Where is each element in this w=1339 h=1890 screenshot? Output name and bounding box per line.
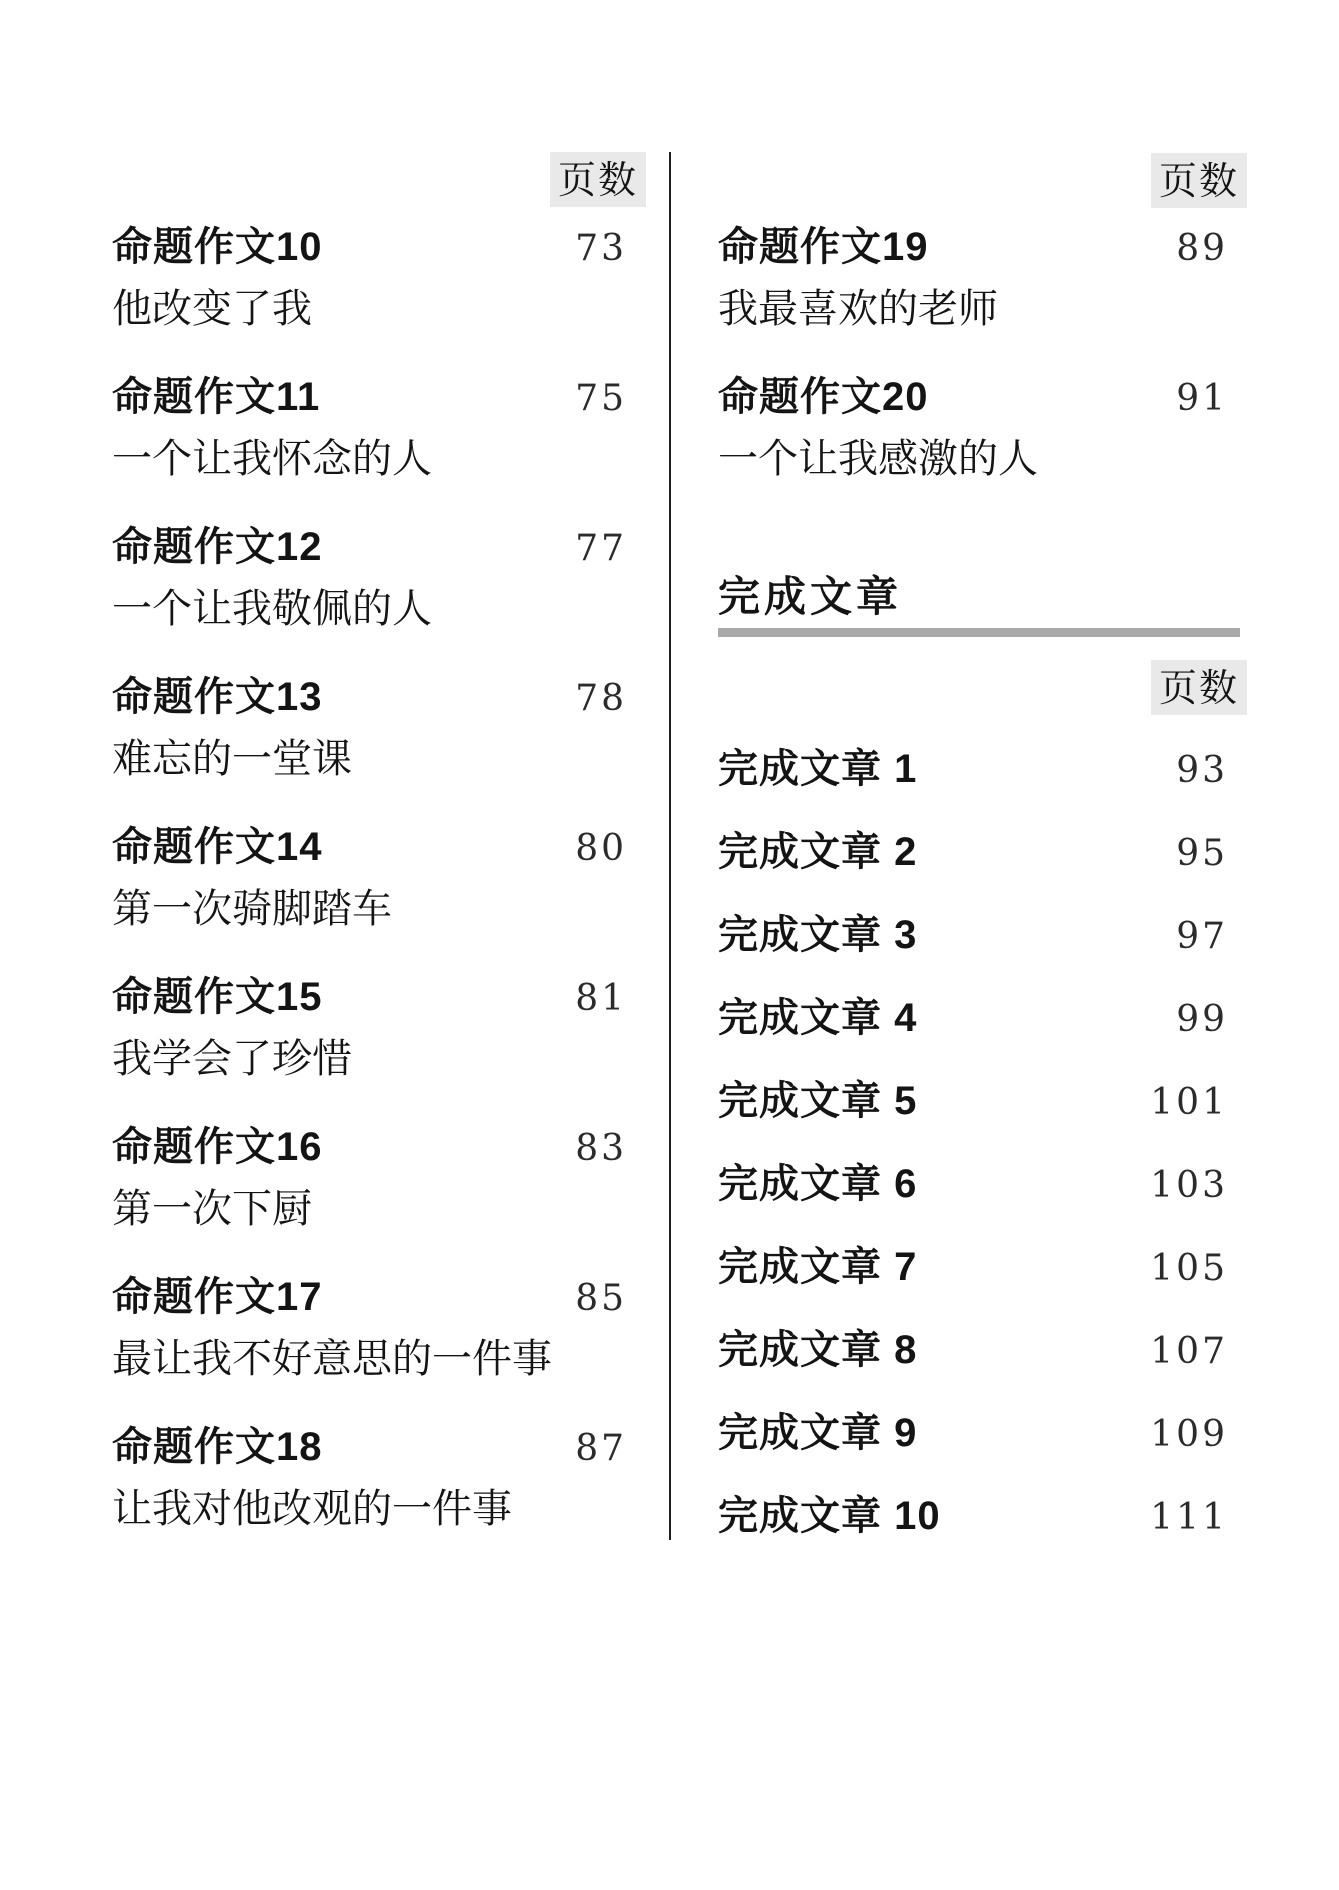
toc-entry	[112, 524, 627, 570]
section-heading-rule	[718, 628, 1240, 637]
entry-title: 命题作文18	[112, 1425, 323, 1469]
entry-page-number: 103	[1150, 1165, 1228, 1206]
toc-entry	[112, 1124, 627, 1170]
toc-entry	[112, 1424, 627, 1470]
entry-page-number: 89	[1176, 228, 1228, 269]
entry-subtitle: 一个让我怀念的人	[112, 436, 432, 482]
entry-page-number: 109	[1150, 1414, 1228, 1455]
entry-subtitle: 难忘的一堂课	[112, 736, 352, 782]
entry-title: 命题作文20	[718, 375, 929, 419]
toc-entry	[718, 746, 1228, 792]
toc-entry	[718, 1493, 1228, 1539]
entry-subtitle: 第一次骑脚踏车	[112, 886, 392, 932]
entry-title: 命题作文17	[112, 1275, 323, 1319]
entry-title: 完成文章 3	[718, 913, 918, 957]
entry-subtitle: 一个让我感激的人	[718, 436, 1038, 482]
entry-title: 命题作文14	[112, 825, 323, 869]
entry-title: 命题作文13	[112, 675, 323, 719]
entry-page-number: 111	[1150, 1497, 1228, 1538]
entry-title: 完成文章 8	[718, 1328, 918, 1372]
entry-page-number: 97	[1176, 916, 1228, 957]
page-number-header-right: 页数	[1151, 153, 1247, 208]
toc-entry	[718, 912, 1228, 958]
entry-subtitle: 我最喜欢的老师	[718, 286, 998, 332]
entry-title: 完成文章 9	[718, 1411, 918, 1455]
entry-subtitle: 一个让我敬佩的人	[112, 586, 432, 632]
toc-entry	[718, 224, 1228, 270]
entry-title: 完成文章 4	[718, 996, 918, 1040]
toc-entry	[718, 1244, 1228, 1290]
toc-entry	[112, 674, 627, 720]
entry-page-number: 78	[575, 678, 627, 719]
toc-entry	[718, 1410, 1228, 1456]
entry-title: 命题作文19	[718, 225, 929, 269]
section-heading: 完成文章	[718, 572, 903, 621]
toc-entry	[718, 995, 1228, 1041]
entry-page-number: 75	[575, 378, 627, 419]
entry-title: 完成文章 1	[718, 747, 918, 791]
entry-page-number: 83	[575, 1128, 627, 1169]
entry-page-number: 99	[1176, 999, 1228, 1040]
entry-page-number: 91	[1176, 378, 1228, 419]
entry-page-number: 87	[575, 1428, 627, 1469]
page-number-header-left: 页数	[550, 152, 646, 207]
column-divider	[669, 152, 671, 1540]
entry-title: 命题作文12	[112, 525, 323, 569]
entry-title: 命题作文10	[112, 225, 323, 269]
toc-entry	[718, 1078, 1228, 1124]
toc-entry	[718, 374, 1228, 420]
entry-title: 完成文章 5	[718, 1079, 918, 1123]
toc-entry	[112, 824, 627, 870]
entry-page-number: 73	[575, 228, 627, 269]
entry-page-number: 85	[575, 1278, 627, 1319]
toc-entry	[718, 829, 1228, 875]
entry-title: 命题作文15	[112, 975, 323, 1019]
entry-page-number: 80	[575, 828, 627, 869]
entry-page-number: 101	[1150, 1082, 1228, 1123]
entry-subtitle: 第一次下厨	[112, 1186, 312, 1232]
entry-page-number: 81	[575, 978, 627, 1019]
toc-entry	[112, 1274, 627, 1320]
page-number-header-section: 页数	[1151, 660, 1247, 715]
entry-subtitle: 最让我不好意思的一件事	[112, 1336, 552, 1382]
entry-page-number: 105	[1150, 1248, 1228, 1289]
entry-title: 完成文章 6	[718, 1162, 918, 1206]
entry-title: 命题作文16	[112, 1125, 323, 1169]
entry-subtitle: 让我对他改观的一件事	[112, 1486, 512, 1532]
entry-title: 完成文章 7	[718, 1245, 918, 1289]
entry-page-number: 95	[1176, 833, 1228, 874]
toc-entry	[718, 1327, 1228, 1373]
toc-entry	[112, 224, 627, 270]
entry-page-number: 107	[1150, 1331, 1228, 1372]
toc-entry	[112, 374, 627, 420]
entry-title: 完成文章 2	[718, 830, 918, 874]
entry-subtitle: 他改变了我	[112, 286, 312, 332]
entry-page-number: 93	[1176, 750, 1228, 791]
entry-page-number: 77	[575, 528, 627, 569]
toc-entry	[718, 1161, 1228, 1207]
entry-title: 命题作文11	[112, 375, 321, 419]
toc-entry	[112, 974, 627, 1020]
entry-title: 完成文章 10	[718, 1494, 941, 1538]
entry-subtitle: 我学会了珍惜	[112, 1036, 352, 1082]
